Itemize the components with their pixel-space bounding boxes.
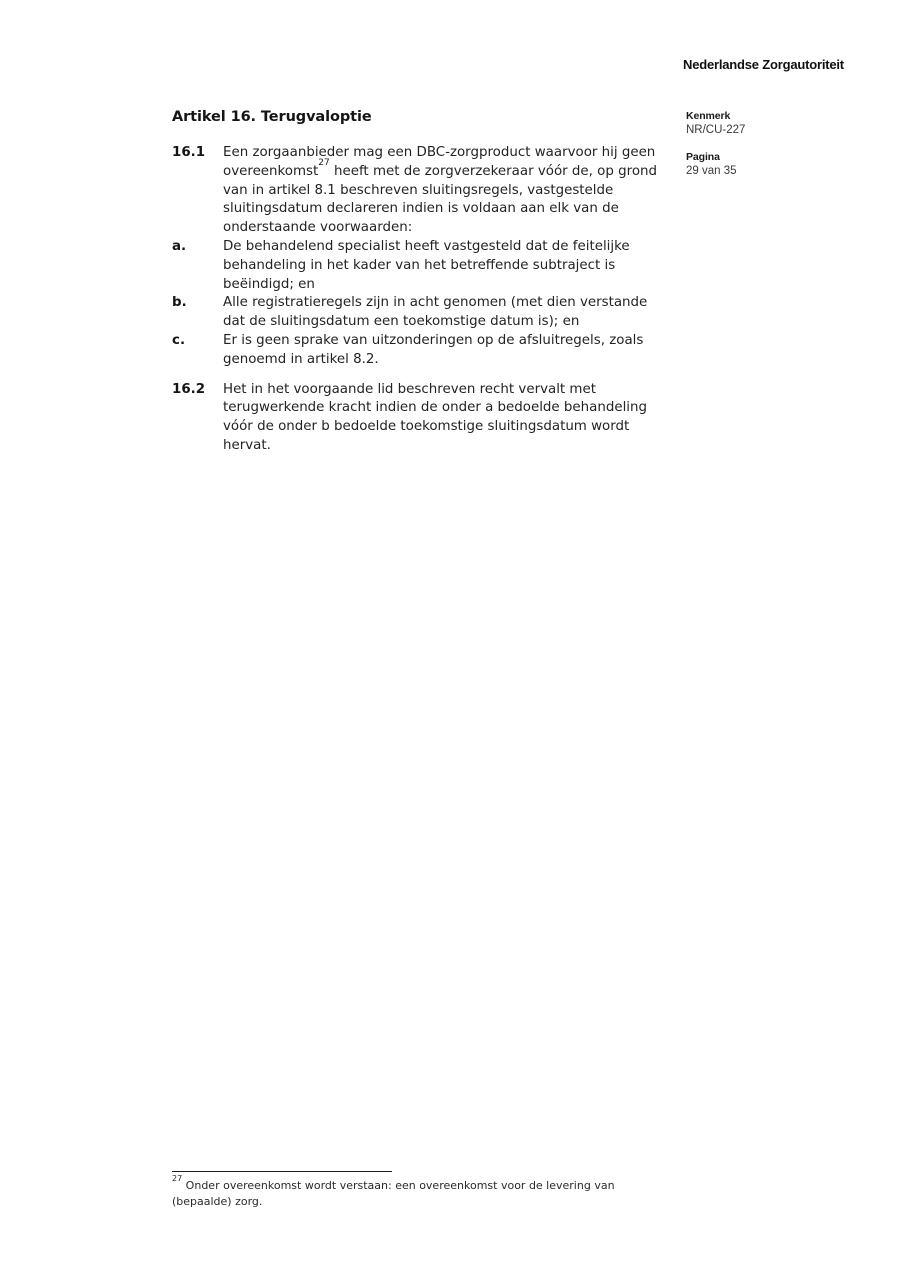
article-body <box>172 108 672 456</box>
clause-16-1 <box>172 144 672 238</box>
clause-16-2 <box>172 381 672 456</box>
footnote-body: Onder overeenkomst wordt verstaan: een overeenkomst voor de levering van (bepaalde) zorg. <box>172 1179 615 1208</box>
clause-16-1-text <box>223 144 672 238</box>
clause-b-text: Alle registratieregels zijn in acht genomen (met dien verstande dat de sluitingsdatum een toekomstige datum is); en <box>223 295 648 330</box>
org-name: Nederlandse Zorgautoriteit <box>683 57 844 72</box>
clause-c <box>172 332 672 370</box>
clause-c-label: c. <box>172 332 186 348</box>
clause-b <box>172 294 672 332</box>
footnote-text <box>172 1174 650 1209</box>
clause-c-text: Er is geen sprake van uitzonderingen op de afsluitregels, zoals genoemd in artikel 8.2. <box>223 332 644 367</box>
clause-a-text: De behandelend specialist heeft vastgesteld dat de feitelijke behandeling in het kader van het betreffende subtraject is beëindigd; en <box>223 238 630 292</box>
article-title: Artikel 16. Terugvaloptie <box>172 109 372 125</box>
kenmerk-pair <box>686 110 745 137</box>
clause-a <box>172 238 672 294</box>
clause-16-2-text: Het in het voorgaande lid beschreven recht vervalt met terugwerkende kracht indien de onder a bedoelde behandeling vóór de onder b bedoelde toekomstige sluitingsdatum wordt hervat. <box>223 381 648 453</box>
kenmerk-label: Kenmerk <box>686 110 731 122</box>
footnote-marker-27: 27 <box>172 1174 183 1184</box>
kenmerk-value: NR/CU-227 <box>686 124 746 136</box>
footnote-separator <box>172 1171 392 1172</box>
clause-16-2-label: 16.2 <box>172 381 206 397</box>
meta-block <box>686 110 745 178</box>
clause-16-1-text-end: heeft met de zorgverzekeraar vóór de, op grond van in artikel 8.1 beschreven sluitingsregels, vastgestelde sluitingsdatum declareren indien is voldaan aan elk van de onderstaande voorwaarden: <box>223 163 658 236</box>
footnote-ref-27: 27 <box>318 158 330 169</box>
clause-16-1-text-start: Een zorgaanbieder mag een DBC-zorgproduct waarvoor hij geen overeenkomst <box>223 145 656 179</box>
pagina-pair <box>686 151 745 178</box>
clause-16-1-label: 16.1 <box>172 145 206 160</box>
pagina-value: 29 van 35 <box>686 165 737 177</box>
clause-a-label: a. <box>172 238 187 254</box>
pagina-label: Pagina <box>686 151 720 163</box>
clause-b-label: b. <box>172 295 187 311</box>
footnote <box>172 1171 650 1209</box>
